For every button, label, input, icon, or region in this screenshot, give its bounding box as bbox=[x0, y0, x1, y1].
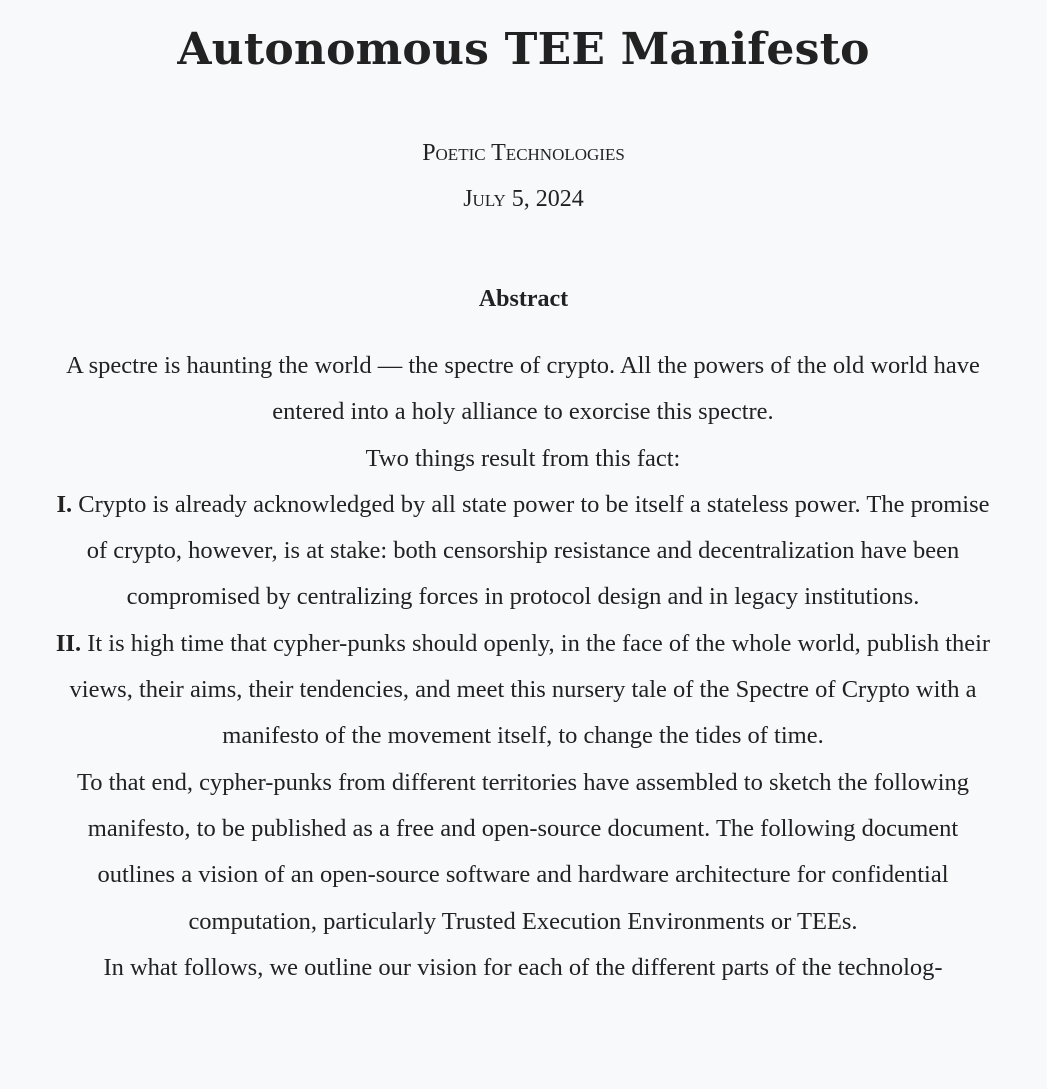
item-2-marker: II. bbox=[55, 629, 82, 657]
item-1-text: Crypto is already acknowledged by all state power to be itself a stateless power. The promise of crypto, however, is at stake: both censorship resistance and decentralization have been compromised by centralizing forces in protocol design and in legacy institutions. bbox=[78, 490, 990, 611]
abstract-paragraph-2: Two things result from this fact: bbox=[365, 444, 681, 472]
abstract-item-2 bbox=[50, 621, 996, 760]
document-author: Poetic Technologies bbox=[422, 140, 625, 166]
document-title: Autonomous TEE Manifesto bbox=[177, 24, 870, 75]
abstract-paragraph-4: In what follows, we outline our vision for each of the different parts of the technolog- bbox=[103, 953, 943, 981]
abstract-paragraph-3: To that end, cypher-punks from different territories have assembled to sketch the following manifesto, to be published as a free and open-source document. The following document outlines a vision of an open-source software and hardware architecture for confidential computation, particularly Trusted Execution Environments or TEEs. bbox=[76, 768, 969, 935]
abstract-paragraph-1: A spectre is haunting the world — the spectre of crypto. All the powers of the old world have entered into a holy alliance to exorcise this spectre. bbox=[66, 352, 980, 426]
abstract-item-1 bbox=[50, 482, 996, 621]
document-date: July 5, 2024 bbox=[463, 186, 584, 212]
abstract-heading: Abstract bbox=[478, 286, 569, 312]
item-1-marker: I. bbox=[56, 490, 73, 518]
item-2-text: It is high time that cypher-punks should openly, in the face of the whole world, publish their views, their aims, their tendencies, and meet this nursery tale of the Spectre of Crypto with a manifesto of the movement itself, to change the tides of time. bbox=[69, 629, 991, 750]
abstract-body bbox=[50, 343, 996, 991]
